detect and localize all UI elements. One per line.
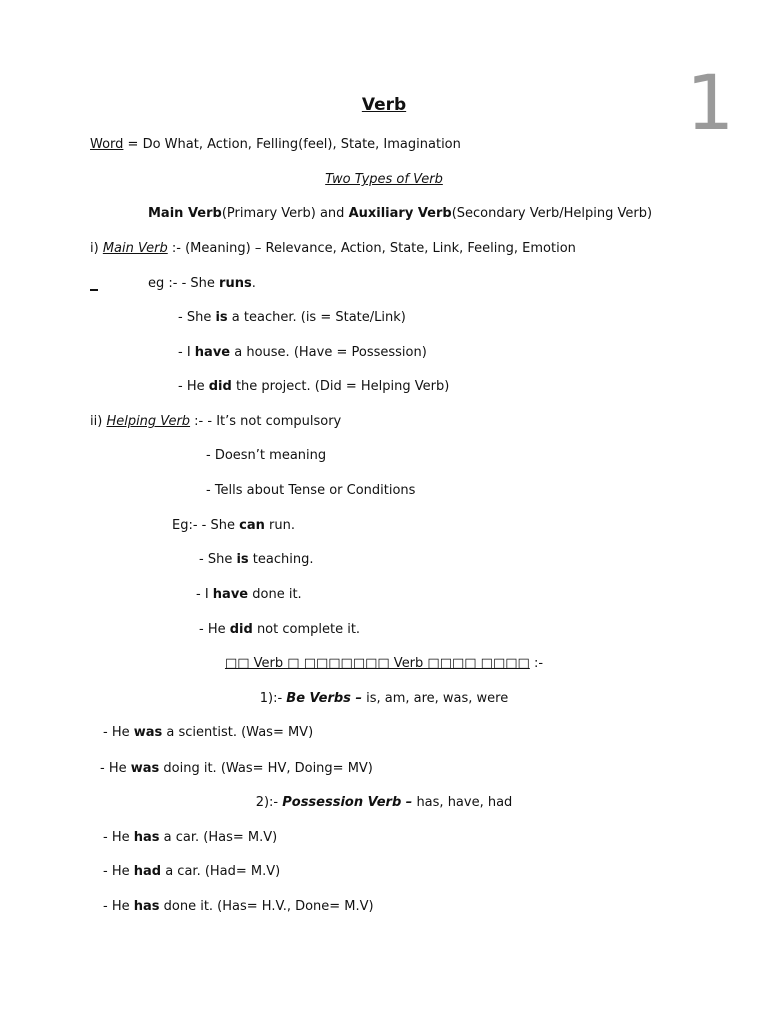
helping-verb-note-1: - Doesn’t meaning	[206, 448, 327, 463]
helping-verb-example-3: - I have done it.	[196, 587, 302, 602]
helping-verb-example-1: Eg:- - She can run.	[172, 518, 295, 533]
helping-verb-note-2: - Tells about Tense or Conditions	[206, 483, 416, 498]
section-heading: □□ Verb □ □□□□□□□ Verb □□□□ □□□□ :-	[224, 656, 544, 671]
helping-verb-example-4: - He did not complete it.	[199, 622, 361, 637]
main-verb-label: Main Verb	[102, 241, 168, 256]
helping-verb-label: Helping Verb	[106, 414, 191, 429]
main-verb-example-2: - She is a teacher. (is = State/Link)	[178, 310, 406, 325]
be-verbs-heading: 1):- Be Verbs – is, am, are, was, were	[259, 691, 509, 706]
definition-text: = Do What, Action, Felling(feel), State, Imagination	[123, 137, 461, 152]
be-verb-example-1: - He was a scientist. (Was= MV)	[103, 725, 314, 740]
main-verb-example-3: - I have a house. (Have = Possession)	[178, 345, 427, 360]
main-verb-example-1: eg :- - She runs.	[148, 276, 256, 291]
helping-verb-example-2: - She is teaching.	[199, 552, 314, 567]
be-verb-example-2: - He was doing it. (Was= HV, Doing= MV)	[100, 761, 373, 776]
possession-verb-example-3: - He has done it. (Has= H.V., Done= M.V)	[103, 899, 374, 914]
main-verb-example-4: - He did the project. (Did = Helping Verb)	[178, 379, 450, 394]
possession-verb-example-1: - He has a car. (Has= M.V)	[103, 830, 278, 845]
verb-types-line	[148, 205, 652, 223]
dash-mark	[90, 289, 98, 291]
document-title: Verb	[361, 95, 407, 115]
aux-verb-term: Auxiliary Verb	[348, 206, 452, 221]
main-verb-term: Main Verb	[148, 206, 222, 221]
aux-verb-note: (Secondary Verb/Helping Verb)	[451, 206, 653, 221]
possession-verbs-heading: 2):- Possession Verb – has, have, had	[255, 795, 513, 810]
helping-verb-definition: ii) Helping Verb :- - It’s not compulsory	[90, 414, 342, 429]
main-verb-definition: i) Main Verb :- (Meaning) – Relevance, Action, State, Link, Feeling, Emotion	[90, 241, 576, 256]
subtitle: Two Types of Verb	[325, 172, 443, 187]
main-verb-note: (Primary Verb) and	[221, 206, 349, 221]
definition-term: Word	[90, 137, 124, 152]
page-number: 1	[686, 58, 735, 147]
definition-line	[90, 136, 461, 154]
possession-verb-example-2: - He had a car. (Had= M.V)	[103, 864, 281, 879]
